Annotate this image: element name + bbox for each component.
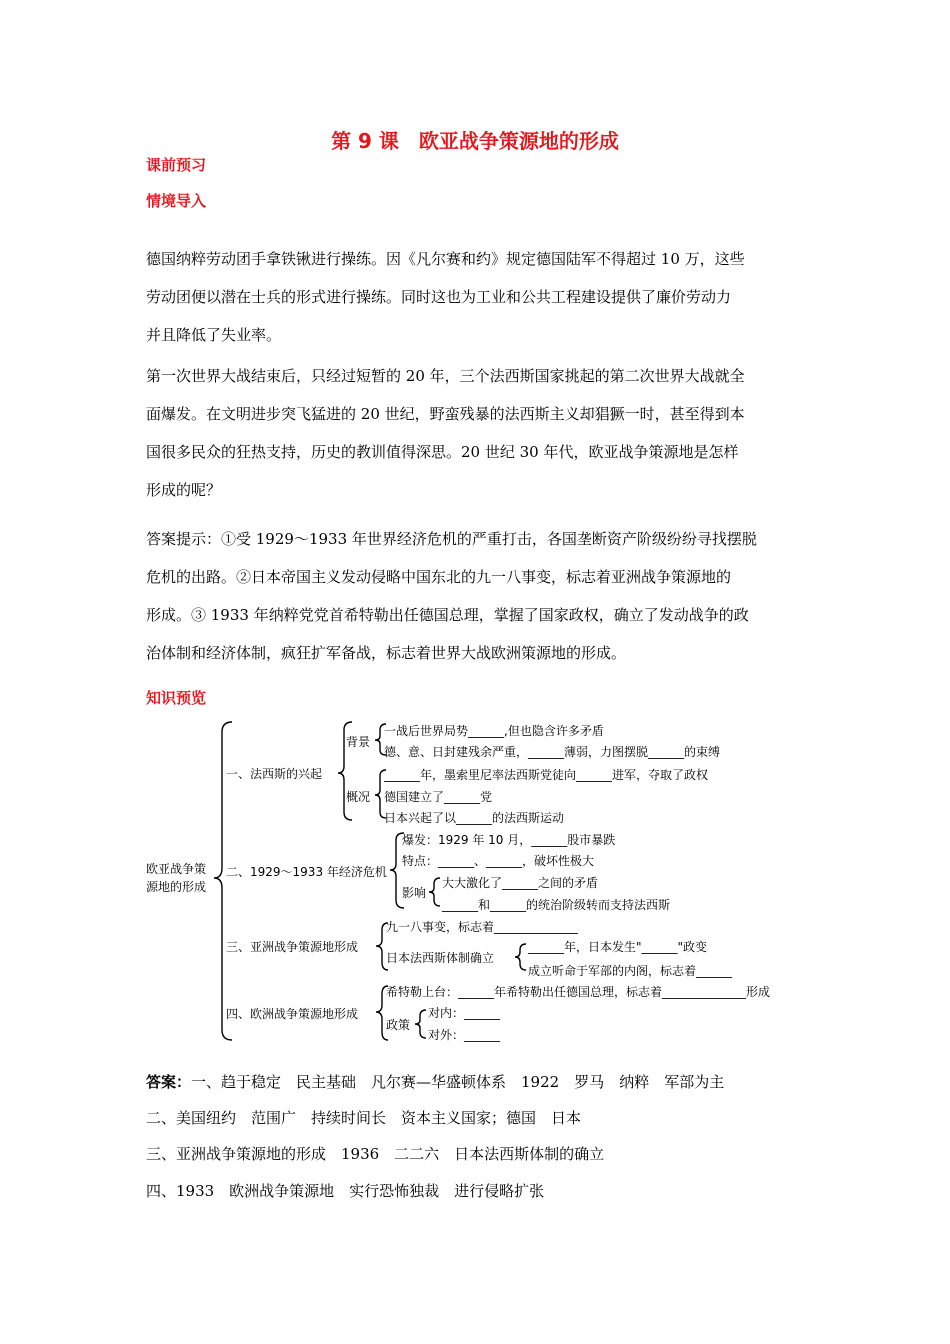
paragraph-line: 劳动团便以潜在士兵的形式进行操练。同时这也为工业和公共工程建设提供了廉价劳动力 bbox=[146, 288, 732, 306]
answer-line-4: 四、1933 欧洲战争策源地 实行恐怖独裁 进行侵略扩张 bbox=[146, 1182, 545, 1200]
paragraph-line: 形成的呢？ bbox=[146, 481, 222, 499]
brace-b4-zc bbox=[415, 1010, 426, 1038]
branch-3-sub-item: 成立听命于军部的内阁，标志着______ bbox=[528, 964, 733, 978]
branch-2-impact-item: 大大激化了______之间的矛盾 bbox=[442, 876, 599, 890]
diagram-root bbox=[146, 860, 206, 896]
answer-line-2: 二、美国纽约 范围广 持续时间长 资本主义国家；德国 日本 bbox=[146, 1109, 582, 1127]
section-preview-heading: 课前预习 bbox=[146, 156, 207, 174]
branch-2-item: 特点：______、______，破坏性极大 bbox=[402, 854, 595, 868]
section-knowledge-heading: 知识预览 bbox=[146, 689, 207, 707]
branch-4-policy-label: 政策 bbox=[386, 1018, 411, 1032]
branch-4-label: 四、欧洲战争策源地形成 bbox=[226, 1007, 359, 1021]
branch-1-overview-item: 日本兴起了以______的法西斯运动 bbox=[384, 811, 565, 825]
brace-b3-sub bbox=[515, 944, 526, 970]
branch-4-policy-item: 对外：______ bbox=[428, 1028, 501, 1042]
section-intro-heading: 情境导入 bbox=[146, 192, 207, 210]
branch-3-item: 九一八事变，标志着______________ bbox=[386, 920, 579, 934]
branch-3-label: 三、亚洲战争策源地形成 bbox=[226, 940, 359, 954]
diagram-root-line: 源地的形成 bbox=[146, 880, 207, 894]
branch-1-overview-item: ______年，墨索里尼率法西斯党徒向______进军，夺取了政权 bbox=[384, 768, 709, 782]
branch-1-label: 一、法西斯的兴起 bbox=[226, 767, 323, 781]
branch-3-sub-item: ______年，日本发生"______"政变 bbox=[528, 940, 708, 954]
answer-line-3: 三、亚洲战争策源地的形成 1936 二二六 日本法西斯体制的确立 bbox=[146, 1145, 605, 1163]
branch-2-impact-label: 影响 bbox=[402, 886, 427, 900]
paragraph-line: 国很多民众的狂热支持，历史的教训值得深思。20 世纪 30 年代，欧亚战争策源地是怎样 bbox=[146, 443, 739, 461]
branch-1-overview-label: 概况 bbox=[346, 790, 371, 804]
paragraph-line: 并且降低了失业率。 bbox=[146, 326, 282, 344]
branch-2-item: 爆发：1929 年 10 月，______股市暴跌 bbox=[402, 833, 616, 847]
paragraph-line: 形成。③ 1933 年纳粹党党首希特勒出任德国总理，掌握了国家政权，确立了发动战争的政 bbox=[146, 606, 749, 624]
brace-b2-yx bbox=[429, 878, 440, 906]
branch-2-impact-item: ______和______的统治阶级转而支持法西斯 bbox=[442, 898, 671, 912]
branch-4-item: 希特勒上台：______年希特勒出任德国总理，标志着______________形成 bbox=[386, 985, 771, 999]
branch-1-background-item: 德、意、日封建残余严重，______薄弱，力图摆脱______的束缚 bbox=[384, 745, 721, 759]
page-title: 第 9 课 欧亚战争策源地的形成 bbox=[331, 129, 619, 153]
branch-4-policy-item: 对内：______ bbox=[428, 1006, 501, 1020]
branch-1-background-item: 一战后世界局势______,但也隐含许多矛盾 bbox=[384, 724, 604, 738]
branch-2-label: 二、1929～1933 年经济危机 bbox=[226, 865, 387, 879]
paragraph-line: 第一次世界大战结束后，只经过短暂的 20 年，三个法西斯国家挑起的第二次世界大战就全 bbox=[146, 367, 745, 385]
diagram-root-line: 欧亚战争策 bbox=[146, 862, 207, 876]
branch-1-overview-item: 德国建立了______党 bbox=[384, 790, 493, 804]
answer-text: 一、趋于稳定 民主基础 凡尔赛—华盛顿体系 1922 罗马 纳粹 军部为主 bbox=[191, 1073, 725, 1091]
paragraph-line: 危机的出路。②日本帝国主义发动侵略中国东北的九一八事变，标志着亚洲战争策源地的 bbox=[146, 568, 732, 586]
paragraph-line: 答案提示：①受 1929～1933 年世界经济危机的严重打击，各国垄断资产阶级纷纷寻找摆脱 bbox=[146, 530, 757, 548]
paragraph-line: 面爆发。在文明进步突飞猛进的 20 世纪，野蛮残暴的法西斯主义却猖獗一时，甚至得到本 bbox=[146, 405, 745, 423]
branch-1-background-label: 背景 bbox=[346, 735, 371, 749]
answer-label: 答案： bbox=[146, 1073, 192, 1091]
paragraph-line: 德国纳粹劳动团手拿铁锹进行操练。因《凡尔赛和约》规定德国陆军不得超过 10 万，这些 bbox=[146, 250, 745, 268]
paragraph-line: 治体制和经济体制，疯狂扩军备战，标志着世界大战欧洲策源地的形成。 bbox=[146, 644, 627, 662]
branch-3-item: 日本法西斯体制确立 bbox=[386, 951, 495, 965]
answer-line-1 bbox=[146, 1071, 724, 1092]
